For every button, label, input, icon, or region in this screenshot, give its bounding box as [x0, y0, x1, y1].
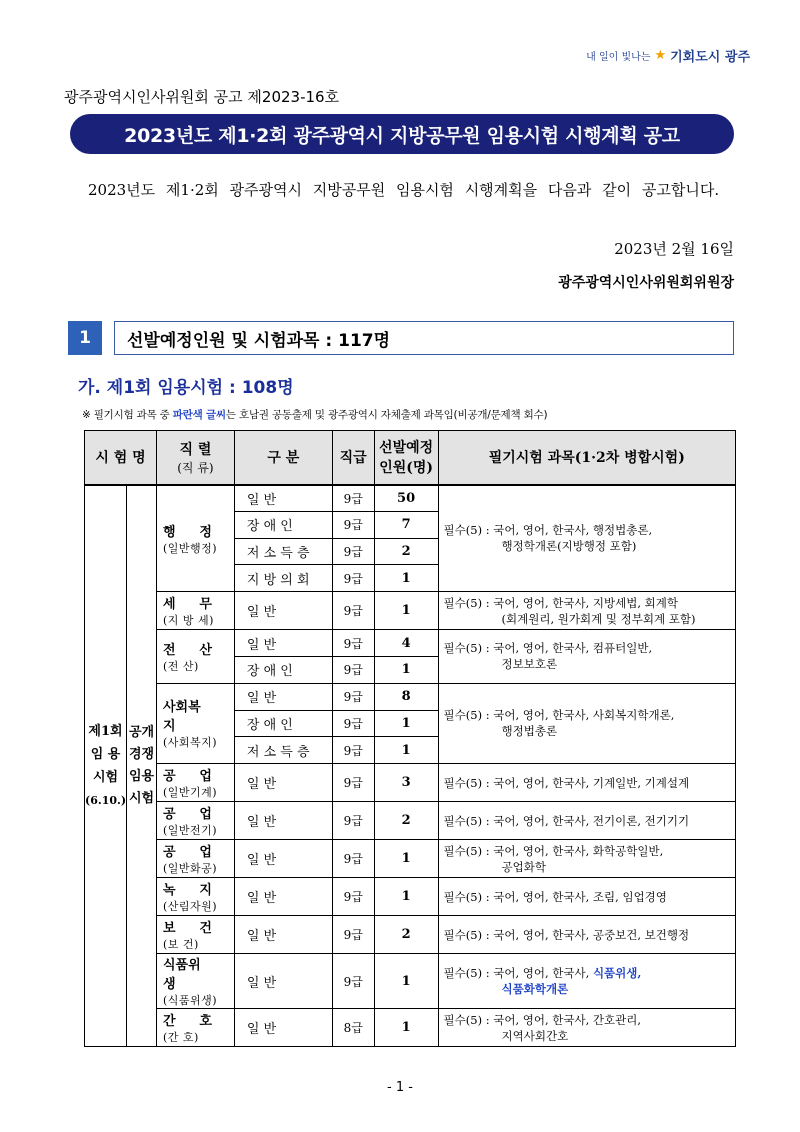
position-mech: 공 업 (일반기계)	[156, 764, 234, 802]
count-cell: 1	[374, 954, 438, 1009]
table-row	[85, 1009, 736, 1047]
grade-cell: 9급	[332, 916, 374, 954]
table-header-row	[85, 431, 736, 485]
table-row	[85, 485, 736, 512]
notice-date: 2023년 2월 16일	[614, 240, 734, 258]
subject-note	[82, 407, 547, 422]
note-suffix: 는 호남권 공동출제 및 광주광역시 자체출제 과목임(비공개/문제책 회수)	[225, 409, 548, 421]
grade-cell: 9급	[332, 656, 374, 683]
count-cell: 1	[374, 592, 438, 630]
count-cell: 1	[374, 710, 438, 737]
grade-cell: 9급	[332, 485, 374, 512]
subjects-welfare: 필수(5) : 국어, 영어, 한국사, 사회복지학개론, 행정법총론	[438, 683, 735, 763]
table-row	[85, 592, 736, 630]
page-title: 2023년도 제1·2회 광주광역시 지방공무원 임용시험 시행계획 공고	[70, 114, 734, 154]
count-cell: 1	[374, 656, 438, 683]
count-cell: 1	[374, 878, 438, 916]
exam-table	[84, 430, 736, 1047]
count-cell: 1	[374, 1009, 438, 1047]
subjects-mech: 필수(5) : 국어, 영어, 한국사, 기계일반, 기계설계	[438, 764, 735, 802]
subjects-health: 필수(5) : 국어, 영어, 한국사, 공중보건, 보건행정	[438, 916, 735, 954]
subjects-computer: 필수(5) : 국어, 영어, 한국사, 컴퓨터일반, 정보보호론	[438, 630, 735, 684]
position-tax: 세 무 (지 방 세)	[156, 592, 234, 630]
subjects-food: 필수(5) : 국어, 영어, 한국사, 식품위생, 식품화학개론	[438, 954, 735, 1009]
page-number: - 1 -	[387, 1080, 413, 1095]
section-heading	[68, 321, 734, 355]
category-cell: 저 소 득 층	[234, 538, 332, 565]
header-position: 직 렬 (직 류)	[156, 431, 234, 485]
grade-cell: 9급	[332, 737, 374, 764]
category-cell: 장 애 인	[234, 656, 332, 683]
position-computer: 전 산 (전 산)	[156, 630, 234, 684]
notice-number: 광주광역시인사위원회 공고 제2023-16호	[64, 88, 340, 106]
category-cell: 지 방 의 회	[234, 565, 332, 592]
table-row	[85, 683, 736, 710]
header-count: 선발예정 인원(명)	[374, 431, 438, 485]
signer: 광주광역시인사위원회위원장	[558, 275, 734, 291]
logo-city: 기회도시 광주	[670, 50, 750, 65]
grade-cell: 8급	[332, 1009, 374, 1047]
position-forest: 녹 지 (산림자원)	[156, 878, 234, 916]
table-row	[85, 764, 736, 802]
header-subjects: 필기시험 과목(1·2차 병합시험)	[438, 431, 735, 485]
grade-cell: 9급	[332, 802, 374, 840]
competition-cell: 공개 경쟁 임용 시험	[127, 485, 157, 1047]
subjects-elec: 필수(5) : 국어, 영어, 한국사, 전기이론, 전기기기	[438, 802, 735, 840]
grade-cell: 9급	[332, 592, 374, 630]
subjects-tax: 필수(5) : 국어, 영어, 한국사, 지방세법, 회계학 (회계원리, 원가회계 및 정부회계 포함)	[438, 592, 735, 630]
intro-text: 2023년도 제1·2회 광주광역시 지방공무원 임용시험 시행계획을 다음과 같이 공고합니다.	[88, 181, 720, 199]
count-cell: 1	[374, 565, 438, 592]
header-grade: 직급	[332, 431, 374, 485]
grade-cell: 9급	[332, 683, 374, 710]
position-welfare: 사회복지 (사회복지)	[156, 683, 234, 763]
grade-cell: 9급	[332, 878, 374, 916]
category-cell: 장 애 인	[234, 511, 332, 538]
city-logo	[586, 46, 750, 65]
count-cell: 7	[374, 511, 438, 538]
subjects-forest: 필수(5) : 국어, 영어, 한국사, 조림, 임업경영	[438, 878, 735, 916]
position-nurse: 간 호 (간 호)	[156, 1009, 234, 1047]
category-cell: 일 반	[234, 878, 332, 916]
round-cell: 제1회 임 용 시험 (6.10.)	[85, 485, 127, 1047]
grade-cell: 9급	[332, 840, 374, 878]
category-cell: 장 애 인	[234, 710, 332, 737]
position-chem: 공 업 (일반화공)	[156, 840, 234, 878]
category-cell: 일 반	[234, 485, 332, 512]
count-cell: 2	[374, 802, 438, 840]
header-category: 구 분	[234, 431, 332, 485]
category-cell: 일 반	[234, 954, 332, 1009]
note-blue-text: 파란색 글씨	[172, 409, 226, 421]
position-food: 식품위생 (식품위생)	[156, 954, 234, 1009]
category-cell: 일 반	[234, 802, 332, 840]
category-cell: 일 반	[234, 840, 332, 878]
header-exam: 시 험 명	[85, 431, 157, 485]
count-cell: 8	[374, 683, 438, 710]
section-number: 1	[68, 321, 102, 355]
position-elec: 공 업 (일반전기)	[156, 802, 234, 840]
subjects-chem: 필수(5) : 국어, 영어, 한국사, 화학공학일반, 공업화학	[438, 840, 735, 878]
category-cell: 일 반	[234, 592, 332, 630]
grade-cell: 9급	[332, 538, 374, 565]
position-admin: 행 정 (일반행정)	[156, 485, 234, 592]
subjects-admin: 필수(5) : 국어, 영어, 한국사, 행정법총론, 행정학개론(지방행정 포함)	[438, 485, 735, 592]
section-label: 선발예정인원 및 시험과목 : 117명	[114, 321, 734, 355]
category-cell: 일 반	[234, 764, 332, 802]
table-row	[85, 878, 736, 916]
table-row	[85, 630, 736, 657]
table-row	[85, 916, 736, 954]
subsection-heading: 가. 제1회 임용시험 : 108명	[78, 378, 294, 398]
table-row	[85, 954, 736, 1009]
count-cell: 1	[374, 840, 438, 878]
note-prefix: ※ 필기시험 과목 중	[82, 409, 173, 421]
grade-cell: 9급	[332, 565, 374, 592]
logo-slogan: 내 일이 빛나는	[586, 52, 651, 63]
category-cell: 일 반	[234, 1009, 332, 1047]
table-row	[85, 802, 736, 840]
count-cell: 2	[374, 916, 438, 954]
count-cell: 4	[374, 630, 438, 657]
category-cell: 일 반	[234, 683, 332, 710]
grade-cell: 9급	[332, 710, 374, 737]
count-cell: 1	[374, 737, 438, 764]
category-cell: 저 소 득 층	[234, 737, 332, 764]
count-cell: 2	[374, 538, 438, 565]
star-icon: ★	[654, 48, 667, 63]
grade-cell: 9급	[332, 954, 374, 1009]
category-cell: 일 반	[234, 916, 332, 954]
grade-cell: 9급	[332, 511, 374, 538]
grade-cell: 9급	[332, 764, 374, 802]
position-health: 보 건 (보 건)	[156, 916, 234, 954]
subjects-nurse: 필수(5) : 국어, 영어, 한국사, 간호관리, 지역사회간호	[438, 1009, 735, 1047]
count-cell: 3	[374, 764, 438, 802]
table-row	[85, 840, 736, 878]
grade-cell: 9급	[332, 630, 374, 657]
category-cell: 일 반	[234, 630, 332, 657]
count-cell: 50	[374, 485, 438, 512]
